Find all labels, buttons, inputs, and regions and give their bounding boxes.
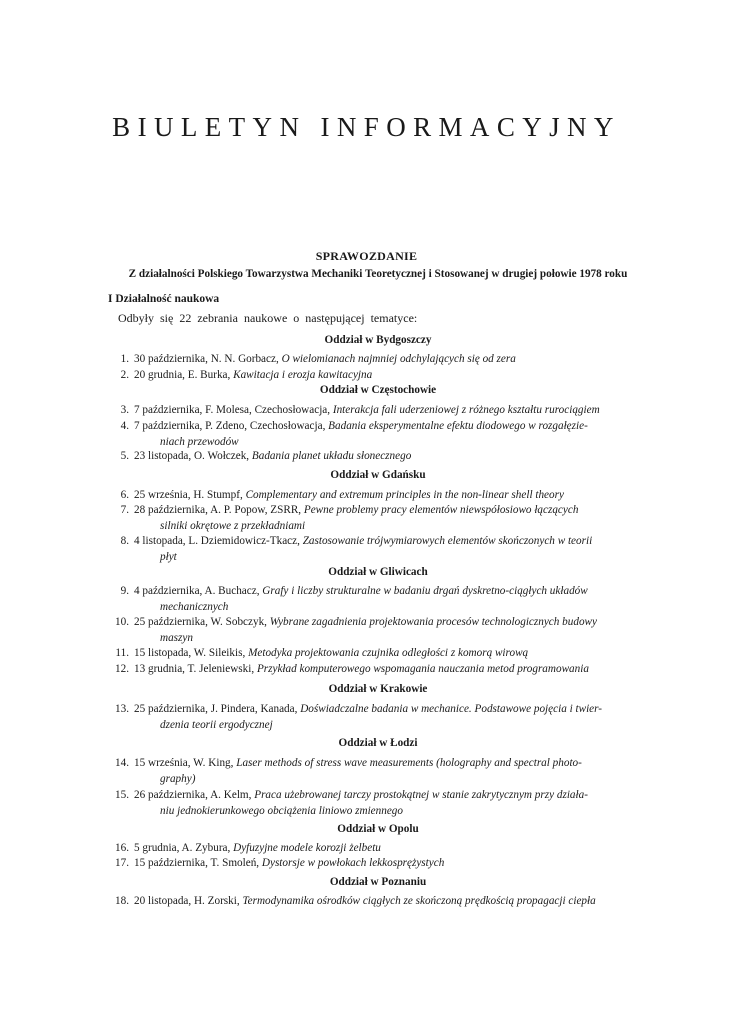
list-item xyxy=(108,583,642,615)
entry-title: Kawitacja i erozja kawitacyjna xyxy=(233,369,373,381)
list-item xyxy=(108,502,642,534)
list-item xyxy=(108,614,642,646)
entry-number: 4. xyxy=(120,420,129,432)
entry-number: 18. xyxy=(115,895,129,907)
entry-meta: 25 października, W. Sobczyk, xyxy=(134,616,270,628)
entry-title: Termodynamika ośrodków ciągłych ze skończoną prędkością propagacji ciepła xyxy=(242,895,596,907)
entry-number: 3. xyxy=(120,404,129,416)
entry-title-continuation: płyt xyxy=(160,551,177,563)
entry-meta: 20 listopada, H. Zorski, xyxy=(134,895,243,907)
entry-number: 15. xyxy=(115,789,129,801)
list-item xyxy=(108,367,642,383)
entry-number: 11. xyxy=(115,647,129,659)
entry-number: 6. xyxy=(120,489,129,501)
entry-number: 7. xyxy=(120,504,129,516)
entry-title-continuation: mechanicznych xyxy=(160,601,229,613)
entry-title: Dystorsje w powłokach lekkosprężystych xyxy=(261,857,445,869)
entry-title: Dyfuzyjne modele korozji żelbetu xyxy=(233,842,381,854)
list-item xyxy=(108,448,642,464)
entry-title: Praca użebrowanej tarczy prostokątnej w stanie zakrytycznym przy działa- xyxy=(254,789,588,801)
entry-title: Badania planet układu słonecznego xyxy=(251,450,412,462)
entry-meta: 26 października, A. Kelm, xyxy=(134,789,255,801)
section-heading: I Działalność naukowa xyxy=(108,293,220,305)
entry-number: 9. xyxy=(120,585,129,597)
list-item xyxy=(108,645,642,661)
entry-title-continuation: niach przewodów xyxy=(160,436,239,448)
entry-meta: 20 grudnia, E. Burka, xyxy=(134,369,234,381)
entry-meta: 15 listopada, W. Sileikis, xyxy=(134,647,249,659)
entry-title: Przykład komputerowego wspomagania nauczania metod programowania xyxy=(256,663,589,675)
branch-heading: Oddział w Gliwicach xyxy=(328,566,428,578)
branch-heading: Oddział w Poznaniu xyxy=(329,876,427,888)
entry-title-continuation: maszyn xyxy=(160,632,193,644)
entry-title: Laser methods of stress wave measurements (holography and spectral photo- xyxy=(236,757,582,769)
entry-meta: 23 listopada, O. Wołczek, xyxy=(134,450,252,462)
entry-number: 1. xyxy=(120,353,129,365)
entry-title: Zastosowanie trójwymiarowych elementów skończonych w teorii xyxy=(302,535,593,547)
entry-title-continuation: niu jednokierunkowego obciążenia liniowo zmiennego xyxy=(160,805,403,817)
entry-meta: 13 grudnia, T. Jeleniewski, xyxy=(134,663,257,675)
entry-title: Badania eksperymentalne efektu diodowego w rozgałęzie- xyxy=(328,420,588,432)
list-item xyxy=(108,661,642,677)
entry-number: 17. xyxy=(115,857,129,869)
list-item xyxy=(108,402,642,418)
entry-meta: 15 października, T. Smoleń, xyxy=(134,857,262,869)
entry-meta: 25 września, H. Stumpf, xyxy=(134,489,246,501)
list-item xyxy=(108,418,642,450)
entry-title: O wielomianach najmniej odchylających się od zera xyxy=(281,353,516,365)
entry-title: Metodyka projektowania czujnika odległości z komorą wirową xyxy=(248,647,529,659)
branch-heading: Oddział w Łodzi xyxy=(338,737,418,749)
list-item xyxy=(108,701,642,733)
entry-number: 8. xyxy=(120,535,129,547)
entry-number: 13. xyxy=(115,703,129,715)
intro-text: Odbyły się 22 zebrania naukowe o następującej tematyce: xyxy=(118,311,418,325)
entry-meta: 4 listopada, L. Dziemidowicz-Tkacz, xyxy=(134,535,303,547)
entry-meta: 5 grudnia, A. Zybura, xyxy=(134,842,234,854)
entry-meta: 15 września, W. King, xyxy=(134,757,237,769)
report-subtitle: Z działalności Polskiego Towarzystwa Mechaniki Teoretycznej i Stosowanej w drugiej połowie 1978 roku xyxy=(128,268,628,280)
entry-number: 10. xyxy=(115,616,129,628)
list-item xyxy=(108,787,642,819)
list-item xyxy=(108,533,642,565)
branch-heading: Oddział w Gdańsku xyxy=(330,469,426,481)
list-item xyxy=(108,351,642,367)
entry-title: Doświadczalne badania w mechanice. Podstawowe pojęcia i twier- xyxy=(300,703,603,715)
entry-number: 12. xyxy=(115,663,129,675)
list-item xyxy=(108,893,642,909)
entry-title: Interakcja fali uderzeniowej z różnego kształtu rurociągiem xyxy=(332,404,600,416)
list-item xyxy=(108,840,642,856)
entry-title: Wybrane zagadnienia projektowania procesów technologicznych budowy xyxy=(269,616,597,628)
entry-title: Grafy i liczby strukturalne w badaniu drgań dyskretno-ciągłych układów xyxy=(262,585,588,597)
entry-meta: 28 października, A. P. Popow, ZSRR, xyxy=(134,504,304,516)
entry-title-continuation: graphy) xyxy=(160,773,196,785)
branch-heading: Oddział w Krakowie xyxy=(328,683,428,695)
bulletin-title: BIULETYN INFORMACYJNY xyxy=(112,112,621,142)
entry-title-continuation: silniki okrętowe z przekładniami xyxy=(160,520,306,532)
list-item xyxy=(108,487,642,503)
entry-number: 5. xyxy=(120,450,129,462)
entry-meta: 30 października, N. N. Gorbacz, xyxy=(134,353,282,365)
entry-number: 2. xyxy=(120,369,129,381)
entry-meta: 7 października, F. Molesa, Czechosłowacja, xyxy=(134,404,333,416)
list-item xyxy=(108,755,642,787)
entry-title: Pewne problemy pracy elementów niewspółosiowo łączących xyxy=(303,504,579,516)
entry-title: Complementary and extremum principles in the non-linear shell theory xyxy=(245,489,564,501)
report-title: SPRAWOZDANIE xyxy=(315,249,418,263)
entry-title-continuation: dzenia teorii ergodycznej xyxy=(160,719,273,731)
entry-meta: 4 października, A. Buchacz, xyxy=(134,585,263,597)
entry-meta: 7 października, P. Zdeno, Czechosłowacja, xyxy=(134,420,329,432)
branch-heading: Oddział w Opolu xyxy=(337,823,419,835)
entry-number: 16. xyxy=(115,842,129,854)
list-item xyxy=(108,855,642,871)
branch-heading: Oddział w Bydgoszczy xyxy=(324,334,432,346)
entry-meta: 25 października, J. Pindera, Kanada, xyxy=(134,703,301,715)
entry-number: 14. xyxy=(115,757,129,769)
branch-heading: Oddział w Częstochowie xyxy=(319,384,437,396)
